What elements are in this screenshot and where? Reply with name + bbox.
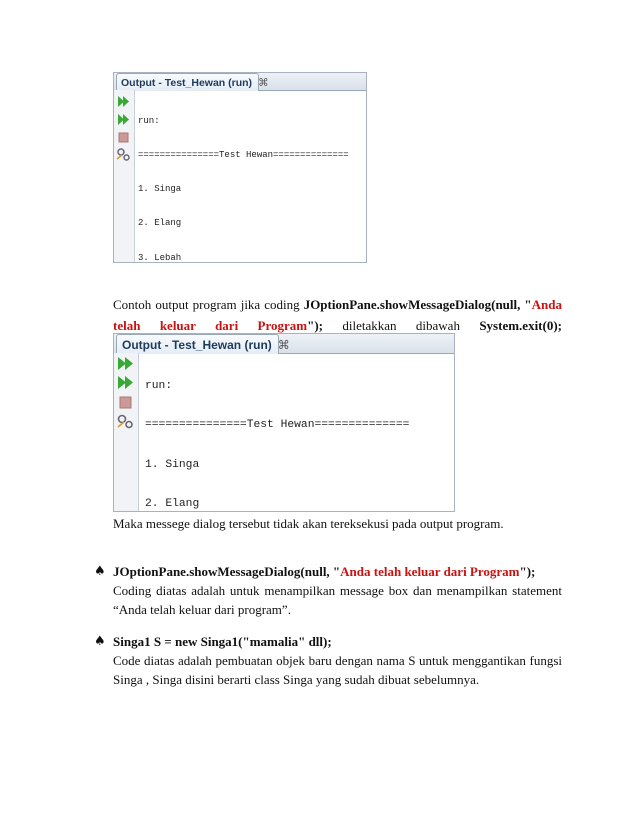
code-snippet: JOptionPane.showMessageDialog(null, " <box>113 564 341 579</box>
rerun-button[interactable] <box>116 355 135 372</box>
section-1-desc-line-1: Coding diatas adalah untuk menampilkan message box dan menampilkan statement <box>113 583 562 598</box>
rerun-params-icon <box>116 112 131 127</box>
code-snippet: JOptionPane.showMessageDialog(null, " <box>303 297 532 312</box>
output-window-1 <box>113 72 367 263</box>
section-heading-1 <box>113 561 562 582</box>
output-tabbar <box>114 334 454 354</box>
close-icon[interactable]: ⌘ <box>277 337 290 352</box>
console-line: 2. Elang <box>138 218 182 229</box>
console-output[interactable] <box>135 90 366 262</box>
stop-button[interactable] <box>116 130 131 145</box>
rerun-params-icon <box>116 374 135 391</box>
code-string-literal: Anda telah keluar dari Program <box>340 564 520 579</box>
output-tab-title: Output - Test_Hewan (run) <box>121 76 253 89</box>
code-snippet: Singa1 S = new Singa1("mamalia" dll); <box>113 634 332 649</box>
settings-button[interactable] <box>116 147 131 162</box>
rerun-with-params-button[interactable] <box>116 112 131 127</box>
output-toolbar <box>114 90 135 262</box>
console-line: 3. Lebah <box>138 252 182 263</box>
rerun-with-params-button[interactable] <box>116 374 135 391</box>
spade-bullet-icon: ♠ <box>94 564 106 579</box>
section-2-desc-line-2: Singa , Singa disini berarti class Singa yang sudah dibuat sebelumnya. <box>113 672 480 687</box>
stop-icon <box>116 394 135 411</box>
section-2-desc-line-1: Code diatas adalah pembuatan objek baru dengan nama S untuk menggantikan fungsi <box>113 653 562 668</box>
output-tab-title: Output - Test_Hewan (run) <box>122 337 272 352</box>
caption-line-2: Maka messege dialog tersebut tidak akan tereksekusi pada output program. <box>113 516 504 531</box>
code-snippet-end: "); <box>307 318 324 333</box>
caption-text: diletakkan dibawah <box>323 318 480 333</box>
console-line: ===============Test Hewan============== <box>145 419 410 432</box>
settings-icon <box>116 147 131 162</box>
console-line: ===============Test Hewan============== <box>138 150 349 161</box>
code-exit-call: System.exit(0); <box>479 318 562 333</box>
settings-icon <box>116 413 135 430</box>
spade-bullet-icon: ♠ <box>94 634 106 649</box>
section-1-desc-line-2: “Anda telah keluar dari program”. <box>113 602 291 617</box>
rerun-icon <box>116 355 135 372</box>
caption-line-1 <box>113 294 562 336</box>
output-tab[interactable] <box>116 73 269 91</box>
settings-button[interactable] <box>116 413 135 430</box>
code-snippet-end: "); <box>519 564 536 579</box>
close-icon[interactable]: ⌘ <box>258 76 269 89</box>
rerun-button[interactable] <box>116 94 131 109</box>
output-tab[interactable] <box>116 334 290 354</box>
stop-button[interactable] <box>116 394 135 411</box>
output-toolbar <box>114 353 139 511</box>
rerun-icon <box>116 94 131 109</box>
console-output[interactable] <box>139 353 454 511</box>
console-line: 2. Elang <box>145 498 200 511</box>
section-heading-2 <box>113 631 562 652</box>
console-line: run: <box>145 380 173 393</box>
output-tabbar <box>114 73 366 91</box>
stop-icon <box>116 130 131 145</box>
console-line: 1. Singa <box>138 184 182 195</box>
code-string-literal: Anda telah keluar dari Program <box>113 297 562 333</box>
output-window-2 <box>113 333 455 512</box>
caption-text: Contoh output program jika coding <box>113 297 304 312</box>
console-line: 1. Singa <box>145 458 200 471</box>
console-line: run: <box>138 115 160 126</box>
